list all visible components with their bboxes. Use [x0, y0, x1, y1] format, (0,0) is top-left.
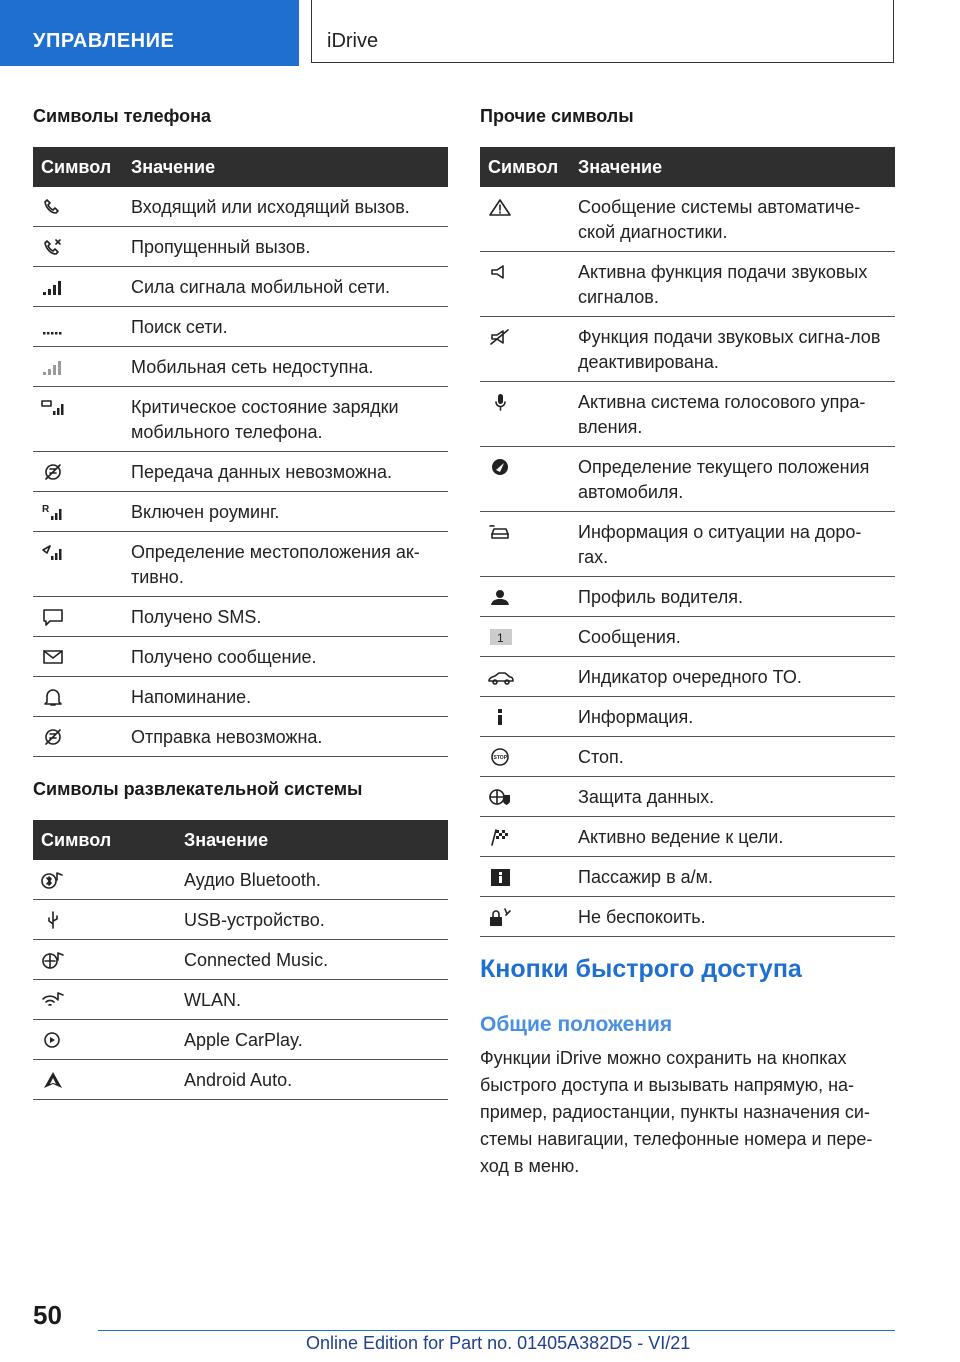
table-row	[480, 512, 895, 577]
meaning-cell: Активно ведение к цели.	[570, 817, 895, 857]
destination-flag-icon	[488, 827, 514, 847]
meaning-cell: Информация о ситуации на доро-гах.	[570, 512, 895, 577]
symbol-cell	[480, 382, 570, 447]
section-title: УПРАВЛЕНИЕ	[33, 30, 175, 52]
table-row	[480, 777, 895, 817]
column-symbol: Символ	[33, 147, 123, 187]
table-row	[33, 637, 448, 677]
sms-icon	[41, 607, 67, 627]
svg-text:1: 1	[497, 631, 504, 645]
message-count-icon	[488, 627, 514, 647]
symbol-cell	[480, 252, 570, 317]
quick-access-heading: Кнопки быстрого доступа	[480, 955, 802, 983]
meaning-cell: Отправка невозможна.	[123, 717, 448, 757]
symbol-cell	[480, 697, 570, 737]
meaning-cell: Функция подачи звуковых сигна-лов деактивирована.	[570, 317, 895, 382]
other-symbols-title: Прочие символы	[480, 106, 634, 126]
stop-icon	[488, 747, 514, 767]
message-envelope-icon	[41, 647, 67, 667]
table-row	[33, 452, 448, 492]
carplay-icon	[41, 1030, 67, 1050]
table-row	[480, 857, 895, 897]
section-tab	[0, 0, 299, 66]
svg-text:R: R	[42, 504, 50, 515]
column-meaning: Значение	[570, 147, 895, 187]
table-row	[33, 900, 448, 940]
entertainment-symbols-title: Символы развлекательной системы	[33, 779, 363, 799]
symbol-cell	[480, 777, 570, 817]
footer-line	[98, 1330, 895, 1331]
table-row	[480, 617, 895, 657]
table-row	[480, 447, 895, 512]
footer-edition: Online Edition for Part no. 01405A382D5 - VI/21	[306, 1333, 691, 1353]
symbol-cell	[480, 317, 570, 382]
symbol-cell	[33, 532, 123, 597]
meaning-cell: Мобильная сеть недоступна.	[123, 347, 448, 387]
meaning-cell: Критическое состояние зарядки мобильного телефона.	[123, 387, 448, 452]
svg-text:STOP: STOP	[493, 755, 508, 761]
table-row	[33, 227, 448, 267]
phone-symbols-table	[33, 147, 448, 757]
symbol-cell	[33, 940, 176, 980]
meaning-cell: Информация.	[570, 697, 895, 737]
table-row	[480, 577, 895, 617]
network-search-icon	[41, 317, 67, 337]
microphone-icon	[488, 392, 514, 412]
speaker-muted-icon	[488, 327, 514, 347]
symbol-cell	[33, 492, 123, 532]
column-meaning: Значение	[123, 147, 448, 187]
column-meaning: Значение	[176, 820, 448, 860]
table-row	[33, 717, 448, 757]
table-row	[480, 897, 895, 937]
table-row	[33, 347, 448, 387]
table-row	[480, 252, 895, 317]
symbol-cell	[480, 617, 570, 657]
meaning-cell: Не беспокоить.	[570, 897, 895, 937]
position-icon	[488, 457, 514, 477]
table-row	[33, 980, 448, 1020]
meaning-cell: Стоп.	[570, 737, 895, 777]
meaning-cell: Аудио Bluetooth.	[176, 860, 448, 900]
table-row	[33, 677, 448, 717]
wlan-icon	[41, 990, 67, 1010]
quick-access-text: Функции iDrive можно сохранить на кнопках быстрого доступа и вызывать напрямую, на-пример, радиостанции, пункты назначения си-стемы навигации, телефонные номера и пере-ход в меню.	[480, 1048, 873, 1176]
symbol-cell	[480, 447, 570, 512]
android-auto-icon	[41, 1070, 67, 1090]
symbol-cell	[33, 980, 176, 1020]
bluetooth-audio-icon	[41, 870, 67, 890]
meaning-cell: Пассажир в а/м.	[570, 857, 895, 897]
meaning-cell: Профиль водителя.	[570, 577, 895, 617]
meaning-cell: Определение местоположения ак-тивно.	[123, 532, 448, 597]
column-symbol: Символ	[33, 820, 176, 860]
entertainment-symbols-table	[33, 820, 448, 1100]
symbol-cell	[33, 227, 123, 267]
symbol-cell	[33, 637, 123, 677]
table-row	[33, 1060, 448, 1100]
data-privacy-icon	[488, 787, 514, 807]
symbol-cell	[33, 900, 176, 940]
meaning-cell: Напоминание.	[123, 677, 448, 717]
symbol-cell	[480, 577, 570, 617]
meaning-cell: Передача данных невозможна.	[123, 452, 448, 492]
send-failed-icon	[41, 727, 67, 747]
symbol-cell	[33, 597, 123, 637]
symbol-cell	[480, 857, 570, 897]
meaning-cell: Пропущенный вызов.	[123, 227, 448, 267]
table-row	[33, 940, 448, 980]
symbol-cell	[33, 717, 123, 757]
meaning-cell: Поиск сети.	[123, 307, 448, 347]
symbol-cell	[480, 737, 570, 777]
symbol-cell	[33, 347, 123, 387]
table-row	[33, 860, 448, 900]
roaming-icon	[41, 502, 67, 522]
other-symbols-table	[480, 147, 895, 937]
passenger-icon	[488, 867, 514, 887]
meaning-cell: Connected Music.	[176, 940, 448, 980]
meaning-cell: Получено сообщение.	[123, 637, 448, 677]
symbol-cell	[480, 187, 570, 252]
bell-icon	[41, 687, 67, 707]
meaning-cell: Получено SMS.	[123, 597, 448, 637]
chapter-title: iDrive	[327, 30, 379, 52]
symbol-cell	[33, 267, 123, 307]
connected-music-icon	[41, 950, 67, 970]
table-row	[33, 532, 448, 597]
page-number: 50	[33, 1300, 62, 1330]
symbol-cell	[480, 817, 570, 857]
symbol-cell	[33, 677, 123, 717]
symbol-cell	[33, 187, 123, 227]
table-row	[480, 737, 895, 777]
table-row	[480, 817, 895, 857]
info-icon	[488, 707, 514, 727]
do-not-disturb-icon	[488, 907, 514, 927]
meaning-cell: Включен роуминг.	[123, 492, 448, 532]
signal-strength-icon	[41, 277, 67, 297]
driver-profile-icon	[488, 587, 514, 607]
meaning-cell: Определение текущего положения автомобиля.	[570, 447, 895, 512]
symbol-cell	[33, 1060, 176, 1100]
meaning-cell: Активна система голосового упра-вления.	[570, 382, 895, 447]
table-row	[480, 382, 895, 447]
table-row	[33, 267, 448, 307]
speaker-icon	[488, 262, 514, 282]
table-row	[33, 597, 448, 637]
symbol-cell	[33, 1020, 176, 1060]
meaning-cell: Сила сигнала мобильной сети.	[123, 267, 448, 307]
traffic-info-icon	[488, 522, 514, 542]
meaning-cell: WLAN.	[176, 980, 448, 1020]
warning-triangle-icon	[488, 197, 514, 217]
meaning-cell: Защита данных.	[570, 777, 895, 817]
table-row	[480, 187, 895, 252]
meaning-cell: Android Auto.	[176, 1060, 448, 1100]
table-row	[480, 317, 895, 382]
meaning-cell: Индикатор очередного ТО.	[570, 657, 895, 697]
battery-critical-icon	[41, 397, 67, 417]
meaning-cell: Сообщение системы автоматиче-ской диагностики.	[570, 187, 895, 252]
meaning-cell: Входящий или исходящий вызов.	[123, 187, 448, 227]
missed-call-icon	[41, 237, 67, 257]
general-subheading: Общие положения	[480, 1013, 673, 1036]
symbol-cell	[33, 387, 123, 452]
table-row	[33, 492, 448, 532]
symbol-cell	[480, 512, 570, 577]
no-data-icon	[41, 462, 67, 482]
chapter-tab	[311, 0, 894, 63]
phone-call-icon	[41, 197, 67, 217]
table-row	[33, 387, 448, 452]
table-row	[33, 1020, 448, 1060]
location-active-icon	[41, 542, 67, 562]
table-row	[480, 697, 895, 737]
table-row	[480, 657, 895, 697]
phone-symbols-title: Символы телефона	[33, 106, 211, 126]
table-row	[33, 187, 448, 227]
symbol-cell	[33, 307, 123, 347]
symbol-cell	[480, 657, 570, 697]
no-network-icon	[41, 357, 67, 377]
column-symbol: Символ	[480, 147, 570, 187]
symbol-cell	[480, 897, 570, 937]
symbol-cell	[33, 860, 176, 900]
table-row	[33, 307, 448, 347]
meaning-cell: USB-устройство.	[176, 900, 448, 940]
meaning-cell: Apple CarPlay.	[176, 1020, 448, 1060]
meaning-cell: Активна функция подачи звуковых сигналов.	[570, 252, 895, 317]
meaning-cell: Сообщения.	[570, 617, 895, 657]
service-car-icon	[488, 667, 514, 687]
symbol-cell	[33, 452, 123, 492]
usb-icon	[41, 910, 67, 930]
